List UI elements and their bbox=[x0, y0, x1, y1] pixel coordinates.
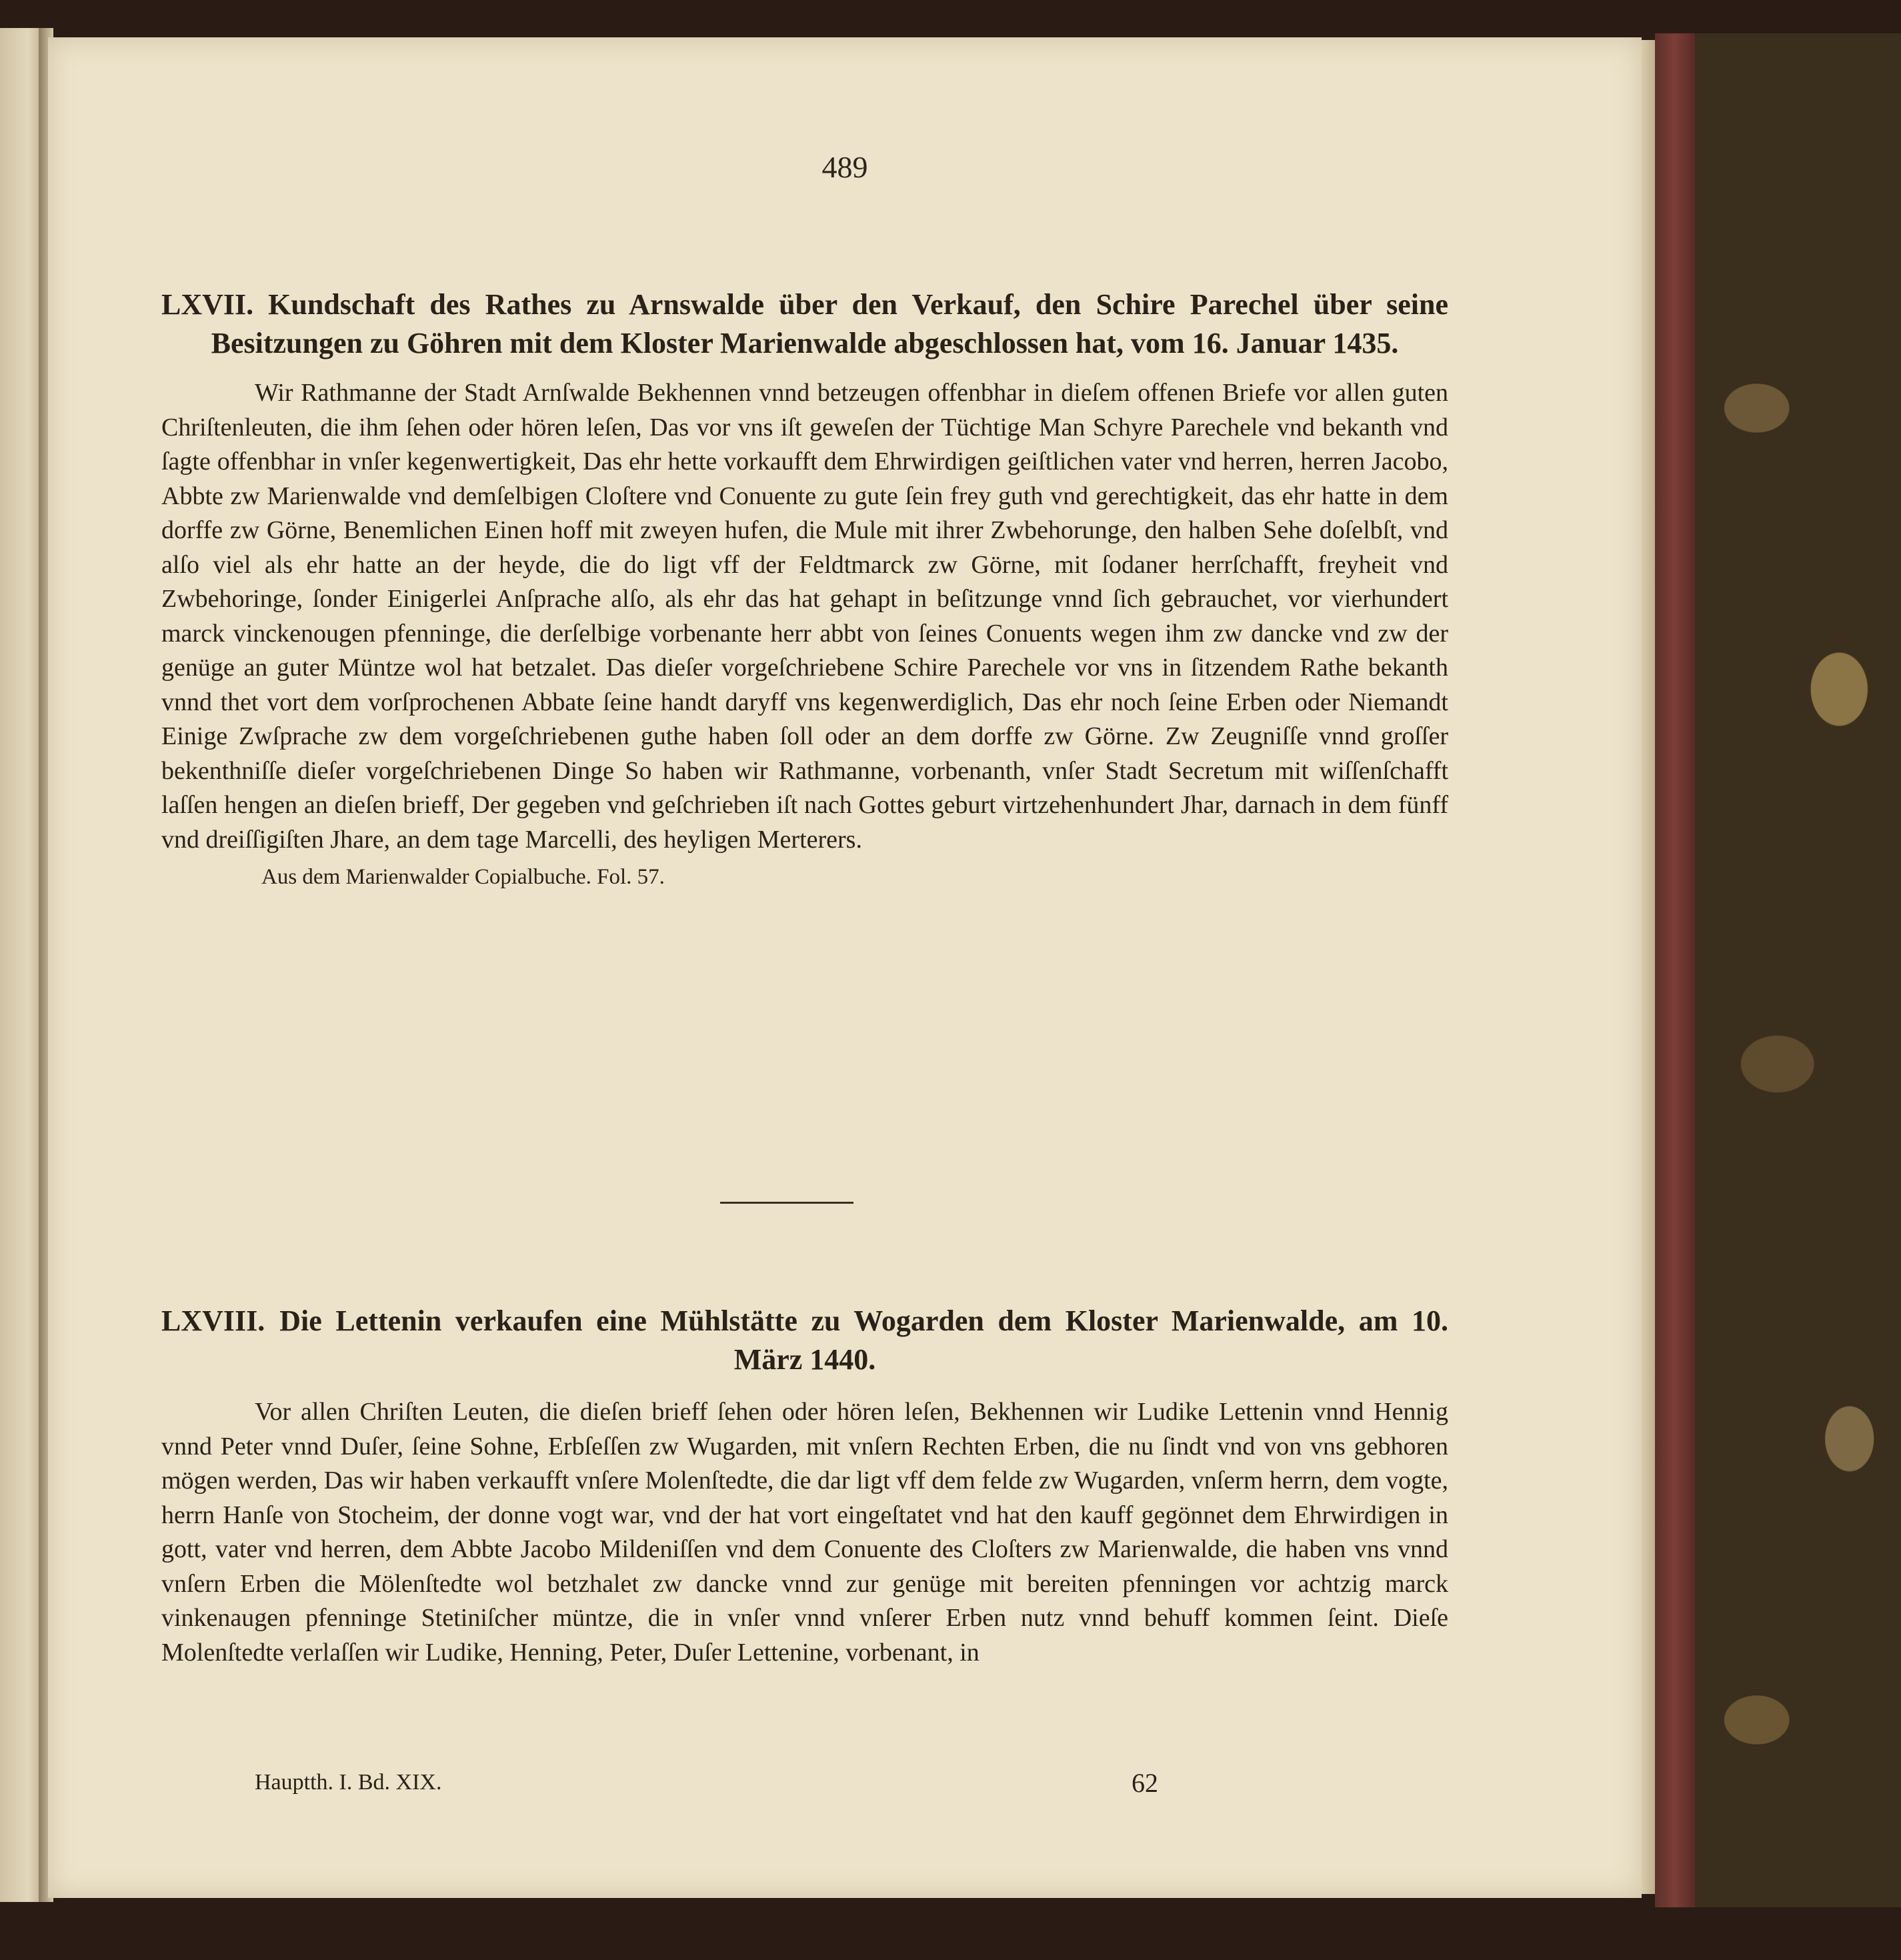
document-lxvii bbox=[161, 285, 1448, 890]
marbled-endpaper bbox=[1695, 33, 1901, 1907]
document-lxviii bbox=[161, 1302, 1448, 1670]
section-divider bbox=[720, 1202, 853, 1204]
page-number: 489 bbox=[821, 150, 868, 184]
document-number: LXVIII. bbox=[161, 1304, 265, 1337]
page-stack-edge bbox=[1642, 40, 1655, 1894]
signature-mark: Hauptth. I. Bd. XIX. bbox=[255, 1770, 442, 1795]
book-page bbox=[48, 37, 1642, 1898]
document-body: Vor allen Chriſten Leuten, die dieſen brieff ſehen oder hören leſen, Bekhennen wir Ludike Lettenin vnnd Hennig vnnd Peter vnnd Duſer, ſeine Sohne, Erbſeſſen zw Wugarden, mit vnſern Rechten Erben, die nu ſindt vnd von vns gebhoren mögen werden, Das wir haben verkaufft vnſere Molenſtedte, die dar ligt vff dem felde zw Wugarden, vnſerm herrn, dem vogte, herrn Hanſe von Stocheim, der donne vogt war, vnd der hat vort eingeſtatet vnd hat den kauff gegönnet dem Ehrwirdigen in gott, vater vnd herren, dem Abbte Jacobo Mildeniſſen vnd dem Conuente des Cloſters zw Marienwalde, die haben vns vnnd vnſern Erben die Mölenſtedte wol betzhalet zw dancke vnnd zur genüge mit bereiten pfenningen vor achtzig marck vinkenaugen pfenninge Stetiniſcher müntze, die in vnſer vnnd vnſerer Erben nutz vnnd behuff kommen ſeint. Dieſe Molenſtedte verlaſſen wir Ludike, Henning, Peter, Duſer Lettenine, vorbenant, in bbox=[161, 1398, 1448, 1667]
document-body: Wir Rathmanne der Stadt Arnſwalde Bekhennen vnnd betzeugen offenbhar in dieſem offenen Briefe vor allen guten Chriſtenleuten, die ihm ſehen oder hören leſen, Das vor vns iſt geweſen der Tüchtige Man Schyre Parechele vnd bekanth vnd ſagte offenbhar in vnſer kegenwertigkeit, Das ehr hette vorkaufft dem Ehrwirdigen geiſtlichen vater vnd herren, herren Jacobo, Abbte zw Marienwalde vnd demſelbigen Cloſtere vnd Conuente zu gute ſein frey guth vnd gerechtigkeit, das ehr hatte in dem dorffe zw Görne, Benemlichen Einen hoff mit zweyen hufen, die Mule mit ihrer Zwbehorunge, den halben Sehe doſelbſt, vnd alſo viel als ehr hatte an der heyde, die do ligt vff der Feldtmarck zw Görne, mit ſodaner herrſchafft, freyheit vnd Zwbehoringe, ſonder Einigerlei Anſprache alſo, als ehr das hat gehapt in beſitzunge vnnd ſich gebrauchet, vor vierhundert marck vinckenougen pfenninge, die derſelbige vorbenante herr abbt von ſeines Conuents wegen ihm zw dancke vnd zw der genüge an guter Müntze wol hat betzalet. Das dieſer vorgeſchriebene Schire Parechele vor vns in ſitzendem Rathe bekanth vnnd thet vort dem vorſprochenen Abbate ſeine handt daryff vns kegenwerdiglich, Das ehr noch ſeine Erben oder Niemandt Einige Zwſprache zw dem vorgeſchriebenen guthe haben ſoll oder an dem dorffe zw Görne. Zw Zeugniſſe vnnd groſſer bekenthniſſe dieſer vorgeſchriebenen Dinge So haben wir Rathmanne, vorbenanth, vnſer Stadt Secretum mit wiſſenſchafft laſſen hengen an dieſen brieff, Der gegeben vnd geſchrieben iſt nach Gottes geburt virtzehenhundert Jhar, darnach in dem fünff vnd dreiſſigiſten Jhare, an dem tage Marcelli, des heyligen Merterers. bbox=[161, 379, 1448, 854]
source-note: Aus dem Marienwalder Copialbuche. Fol. 57. bbox=[261, 865, 665, 889]
document-heading bbox=[161, 285, 1448, 363]
document-number: LXVII. bbox=[161, 288, 254, 321]
leather-cover-edge bbox=[1655, 33, 1695, 1907]
document-title: Kundschaft des Rathes zu Arnswalde über den Verkauf, den Schire Parechel über seine Besitzungen zu Göhren mit dem Kloster Marienwalde abgeschlossen hat, vom 16. Januar 1435. bbox=[211, 288, 1448, 359]
document-heading bbox=[161, 1302, 1448, 1379]
document-title: Die Lettenin verkaufen eine Mühlstätte zu Wogarden dem Kloster Marienwalde, am 10. März 1440. bbox=[279, 1304, 1448, 1376]
sheet-number: 62 bbox=[1132, 1768, 1158, 1798]
